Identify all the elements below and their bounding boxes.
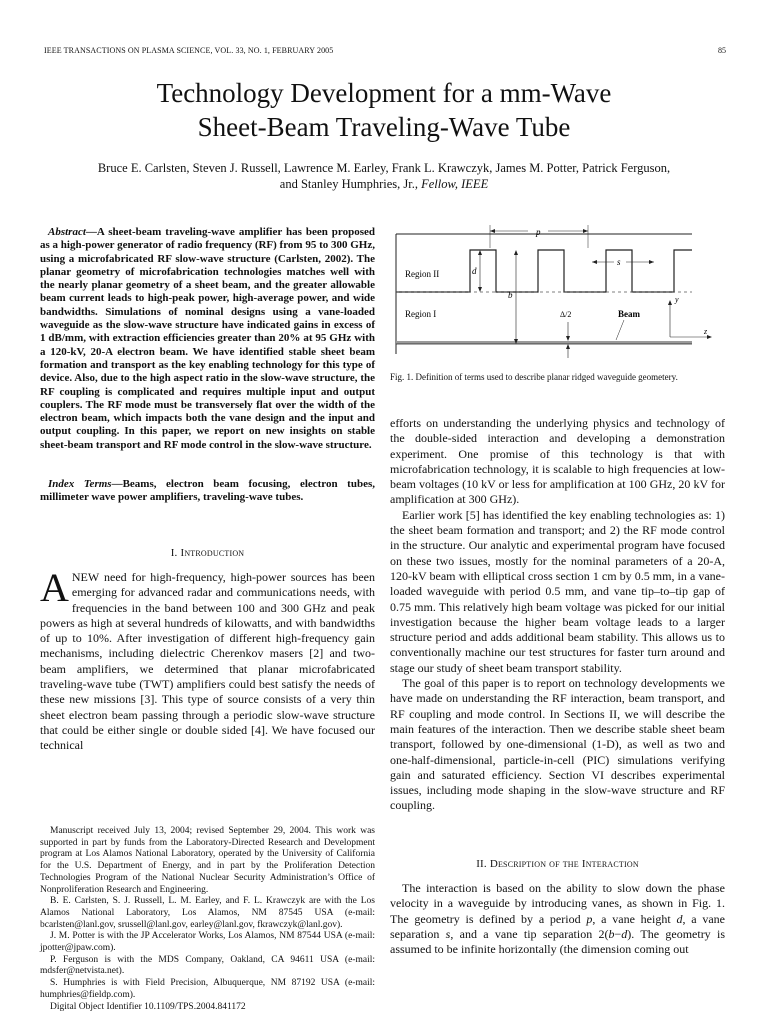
section-1-number: I. bbox=[170, 547, 181, 559]
footnotes bbox=[40, 826, 375, 1013]
paragraph-earlier-work: Earlier work [5] has identified the key enabling technologies as: 1) the sheet beam formation and transport; and 2) the RF mode control in the structure. Our analytic and experimental program have focused on these two issues, mostly for the nominal parameters of a 20-A, 120-kV beam with elliptical cross section 1 cm by 0.5 mm, in a vane-loaded waveguide with period 0.5 mm, and vane tip–to–tip gap of 0.75 mm. This relatively high beam voltage was picked for our initial investigation because the higher beam voltage leads to a larger structure period and adds additional beam stability. This allows us to conventionally machine our test structures for faster turn around and stage our study of sheet beam transport stability. bbox=[390, 507, 725, 675]
b-arrow-top bbox=[514, 250, 518, 255]
electron-beam bbox=[396, 341, 692, 344]
beam-pointer bbox=[616, 320, 624, 340]
sec2-text-f: − bbox=[614, 926, 622, 941]
introduction-text bbox=[40, 565, 375, 754]
sec2-text-a: The interaction is based on the ability to slow down the phase velocity in a waveguide by introducing vanes, as shown in Fig. 1. The geometry is defined by a period bbox=[390, 881, 725, 926]
var-d-2: d bbox=[621, 926, 628, 941]
d-arrow-bottom bbox=[478, 287, 482, 292]
section-2-text bbox=[390, 881, 725, 957]
label-d: d bbox=[472, 266, 477, 276]
drop-cap: A bbox=[40, 565, 69, 610]
s-arrow-right bbox=[649, 260, 654, 264]
index-terms-body: —Beams, electron beam focusing, electron tubes, millimeter wave power amplifiers, traveling-wave tubes. bbox=[40, 478, 375, 504]
label-region-1: Region I bbox=[405, 309, 437, 319]
s-arrow-left bbox=[592, 260, 597, 264]
authors-line-1: Bruce E. Carlsten, Steven J. Russell, Lawrence M. Earley, Frank L. Krawczyk, James M. Potter, Patrick Ferguson, bbox=[97, 161, 671, 175]
label-y: y bbox=[675, 295, 679, 304]
d-arrow-top bbox=[478, 250, 482, 255]
page-number: 85 bbox=[718, 46, 726, 55]
abstract bbox=[40, 226, 375, 452]
section-1-title: Introduction bbox=[180, 547, 245, 559]
footnote-potter: J. M. Potter is with the JP Accelerator Works, Los Alamos, NM 87544 USA (e-mail: jpotter@jpaw.com). bbox=[40, 931, 375, 954]
author-fellow: Fellow, IEEE bbox=[421, 177, 489, 191]
label-region-2: Region II bbox=[405, 269, 440, 279]
authors-line-2-text: and Stanley Humphries, Jr., bbox=[279, 177, 418, 191]
footnote-lanl: B. E. Carlsten, S. J. Russell, L. M. Earley, and F. L. Krawczyk are with the Los Alamos National Laboratory, Los Alamos, NM 87545 USA (e-mail: bcarlsten@lanl.gov, srussell@lanl.gov, earley@lanl.gov, fkrawczyk@lanl.gov). bbox=[40, 896, 375, 930]
vane-profile bbox=[396, 250, 692, 292]
figure-1-caption: Fig. 1. Definition of terms used to describe planar ridged waveguide geometery. bbox=[390, 372, 678, 382]
p-arrow-right bbox=[583, 229, 588, 233]
abstract-body: —A sheet-beam traveling-wave amplifier has been proposed as a high-power generator of radio frequency (RF) from 95 to 300 GHz, using a microfabricated RF slow-wave structure (Carlsten, 2002). The planar geometry of microfabrication technologies matches well with the nearly planar geometry of a sheet beam, and the greater allowable beam current leads to high-peak power, high-average power, and wide bandwidths. Simulations of nominal designs using a vane-loaded waveguide as the slow-wave structure have indicated gains in excess of 1 dB/mm, with extraction efficiencies greater than 20% at 95 GHz with a 120-kV, 20-A electron beam. We have identified stable sheet beam formation and transport as the key enabling technology for this type of device. Also, due to the high aspect ratio in the slow-wave structure, the RF coupling is complicated and requires multiple input and output couplers. The RF mode must be transversely flat over the width of the electron beam, which impacts both the vane design and the input and output coupling. In this paper, we report on new insights on stable sheet-beam transport and RF mode control in the slow-wave structure. bbox=[40, 226, 375, 451]
z-axis-arrow bbox=[707, 335, 712, 339]
section-heading-introduction bbox=[40, 547, 375, 559]
title-line-1: Technology Development for a mm-Wave bbox=[156, 78, 612, 108]
sec2-text-b: , a vane height bbox=[592, 911, 677, 926]
paper-title bbox=[0, 76, 768, 144]
p-arrow-left bbox=[490, 229, 495, 233]
sec2-text-c: , a vane separation bbox=[390, 911, 725, 941]
var-p: p bbox=[586, 911, 593, 926]
var-d: d bbox=[676, 911, 683, 926]
abstract-lead: Abstract bbox=[48, 226, 86, 238]
delta-arrowhead-bottom bbox=[566, 344, 570, 349]
sec2-text-g: ). The geometry is assumed to be infinite horizontally (the dimension coming out bbox=[390, 926, 726, 957]
section-2-title: Description of the Interaction bbox=[489, 858, 639, 870]
footnote-doi: Digital Object Identifier 10.1109/TPS.2004.841172 bbox=[50, 1001, 246, 1012]
label-b: b bbox=[508, 290, 513, 300]
sec2-text-e: , and a vane tip separation 2( bbox=[450, 926, 609, 941]
authors-line-2 bbox=[40, 176, 728, 192]
title-line-2: Sheet-Beam Traveling-Wave Tube bbox=[197, 112, 571, 142]
delta-arrowhead-top bbox=[566, 336, 570, 341]
index-terms bbox=[40, 478, 375, 505]
paragraph-interaction bbox=[390, 881, 725, 957]
label-s: s bbox=[617, 257, 621, 267]
label-z: z bbox=[704, 327, 708, 336]
paragraph-goal: The goal of this paper is to report on technology developments we have made on understanding the RF interaction, beam transport, and RF coupling and mode control. In Sections II, we will describe the main features of the interaction. Then we describe stable sheet beam transport, followed by one-dimensional (1-D), as well as two and one-half-dimensional, particle-in-cell (PIC) simulations verifying gain and saturated efficiency. Section VI describes experimental issues, including mode shaping in the slow-wave structure and RF coupling. bbox=[390, 676, 725, 813]
section-2-number: II. bbox=[476, 858, 490, 870]
y-axis-arrow bbox=[668, 300, 672, 305]
footnote-manuscript: Manuscript received July 13, 2004; revised September 29, 2004. This work was supported in part by funds from the Laboratory-Directed Research and Development program at Los Alamos National Laboratory, operated by the University of California for the U.S. Department of Energy, and in part by the Proliferation Detection Technologies Program of the National Nuclear Security Administration’s Office of Nonproliferation Research and Engineering. bbox=[40, 826, 375, 895]
label-delta: Δ/2 bbox=[560, 310, 572, 319]
intro-caps: NEW bbox=[71, 570, 100, 584]
author-list bbox=[40, 160, 728, 192]
footnote-humphries: S. Humphries is with Field Precision, Albuquerque, NM 87192 USA (e-mail: humphries@fieldp.com). bbox=[40, 978, 375, 1000]
label-beam: Beam bbox=[618, 309, 640, 319]
footnote-ferguson: P. Ferguson is with the MDS Company, Oakland, CA 94611 USA (e-mail: mdsfer@netvista.net). bbox=[40, 954, 375, 977]
figure-1-waveguide-diagram bbox=[392, 222, 722, 362]
index-terms-lead: Index Terms bbox=[48, 478, 112, 490]
label-p: p bbox=[536, 227, 541, 237]
intro-body: need for high-frequency, high-power sources has been emerging for advanced radar and communications needs, with frequencies in the band between 100 and 300 GHz and peak powers as high at several hundreds of kilowatts, and with bandwidths of up to 10%. After investigation of different high-frequency gain mechanisms, including dielectric Cherenkov masers [2] and two-beam amplifiers, we determined that planar microfabricated traveling-wave tube (TWT) amplifiers could best satisfy the needs of these new missions [3]. This type of source consists of a very thin sheet electron beam passing through a periodic slow-wave structure that could be either single or double sided [4]. We have focused our technical bbox=[40, 570, 375, 753]
paragraph-continuation: efforts on understanding the underlying physics and technology of the double-sided interaction and developing a demonstration experiment. One promise of this technology is that with microfabrication technology, it is scalable to high frequencies at low-beam voltages (10 kV or less for amplification at 100 GHz, 20 kV for amplification at 300 GHz). bbox=[390, 416, 725, 507]
var-s: s bbox=[445, 926, 451, 941]
running-header-journal: IEEE TRANSACTIONS ON PLASMA SCIENCE, VOL. 33, NO. 1, FEBRUARY 2005 bbox=[44, 46, 334, 55]
var-b: b bbox=[608, 926, 615, 941]
section-heading-description bbox=[390, 858, 725, 870]
right-column-text bbox=[390, 416, 725, 814]
